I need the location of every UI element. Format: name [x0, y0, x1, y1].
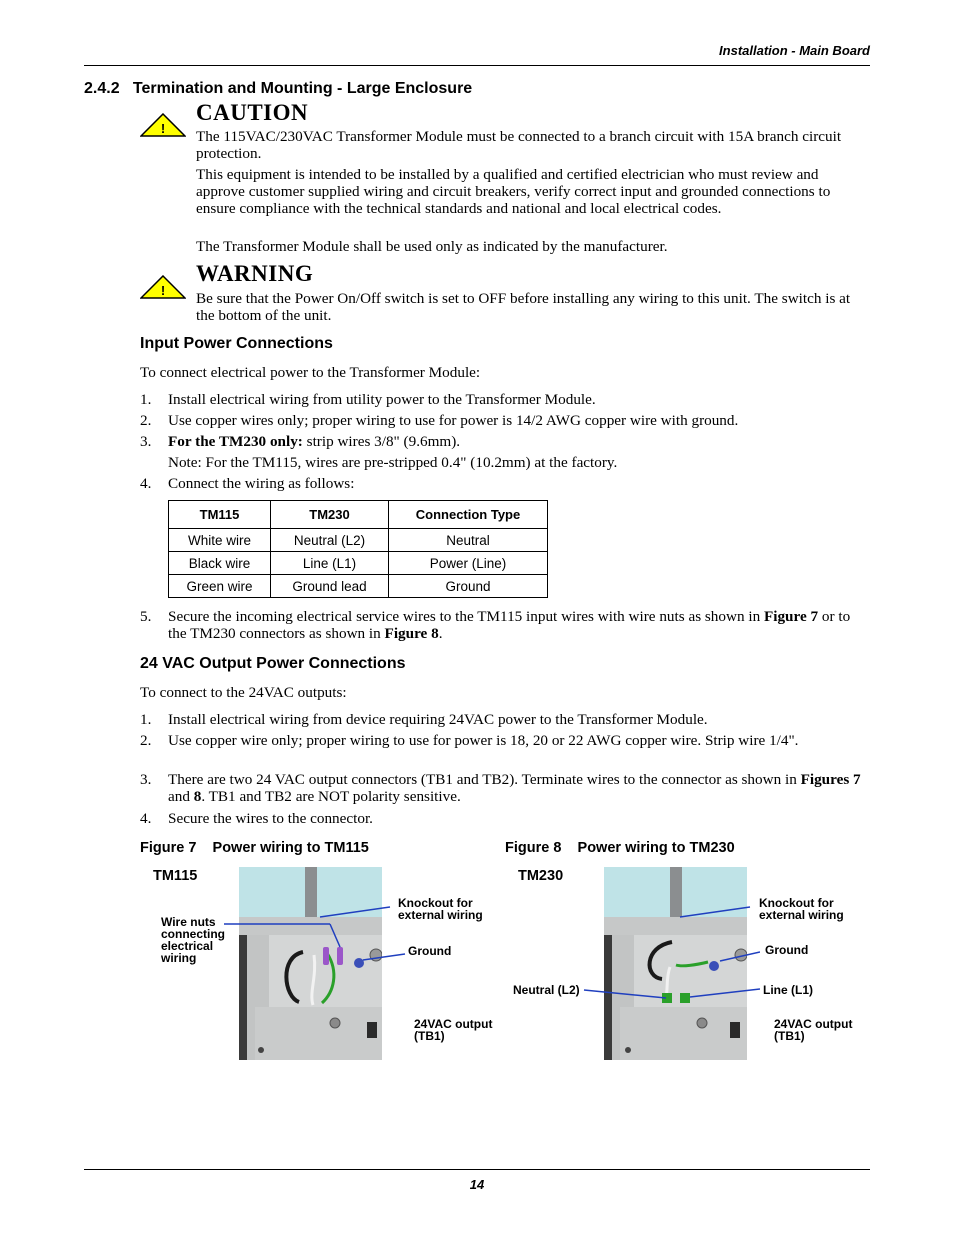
figure8-callout-lines: [580, 895, 760, 1005]
text-run: and: [168, 788, 194, 805]
table-row: [169, 529, 548, 552]
table-cell: White wire: [169, 529, 271, 552]
table-header-row: [169, 501, 548, 529]
table-cell: Green wire: [169, 575, 271, 598]
step-text-rest: strip wires 3/8" (9.6mm).: [302, 433, 461, 450]
step-text: Secure the wires to the connector.: [168, 810, 373, 827]
table-row: [169, 575, 548, 598]
table-cell: Neutral: [389, 529, 548, 552]
output-power-heading: 24 VAC Output Power Connections: [140, 655, 406, 672]
table-cell: Black wire: [169, 552, 271, 575]
column-header: Connection Type: [389, 501, 548, 529]
warning-title: WARNING: [196, 261, 314, 286]
warning-triangle-icon: [140, 275, 186, 299]
figure-number: Figure 8: [505, 840, 562, 856]
knockout-label: Knockout for external wiring: [759, 896, 844, 922]
ground-label: Ground: [408, 944, 452, 958]
step-number: 1.: [140, 711, 152, 728]
figure-reference: Figure 8: [384, 625, 439, 642]
step-text: Use copper wire only; proper wiring to use for power is 18, 20 or 22 AWG copper wire. Strip wire 1/4".: [168, 732, 799, 749]
line-label: Line (L1): [763, 983, 813, 997]
input-power-heading: Input Power Connections: [140, 335, 333, 352]
figure8-caption: [505, 840, 735, 856]
connection-table: [168, 500, 548, 598]
table-cell: Power (Line): [389, 552, 548, 575]
figure-model-label: TM115: [153, 868, 198, 884]
table-cell: Neutral (L2): [271, 529, 389, 552]
neutral-label: Neutral (L2): [513, 983, 580, 997]
svg-text:!: !: [160, 121, 166, 136]
caution-paragraph: This equipment is intended to be installed by a qualified and certified electrician who must review and approve customer supplied wiring and circuit breakers, verify correct input and grounded connections to ensure compliance with the technical standards and national and local electrical codes.: [196, 166, 831, 217]
step-emphasis: For the TM230 only:: [168, 433, 303, 450]
text-run: or to the TM230 connectors as shown in: [168, 608, 851, 642]
table-row: [169, 552, 548, 575]
figure7-caption: [140, 840, 369, 856]
column-header: TM115: [169, 501, 271, 529]
step-number: 2.: [140, 732, 152, 749]
caution-title: CAUTION: [196, 100, 309, 125]
table-cell: Ground: [389, 575, 548, 598]
output-power-intro: To connect to the 24VAC outputs:: [140, 684, 347, 701]
text-run: .: [438, 625, 443, 642]
figure-title: Power wiring to TM230: [577, 840, 735, 856]
column-header: TM230: [271, 501, 389, 529]
step-number: 5.: [140, 608, 152, 625]
warning-paragraph: Be sure that the Power On/Off switch is set to OFF before installing any wiring to this unit. The switch is at the bottom of the unit.: [196, 290, 851, 324]
header-rule: [84, 65, 870, 66]
step-number: 4.: [140, 475, 152, 492]
text-run: . TB1 and TB2 are NOT polarity sensitive.: [201, 788, 461, 805]
figure-model-label: TM230: [518, 868, 564, 884]
step-number: 2.: [140, 412, 152, 429]
text-run: There are two 24 VAC output connectors (TB1 and TB2). Terminate wires to the connector as shown in: [168, 771, 801, 788]
figure-reference: Figure 7: [763, 608, 819, 625]
text-run: Secure the incoming electrical service wires to the TM115 input wires with wire nuts as shown in: [168, 608, 764, 625]
output-label: 24VAC output (TB1): [414, 1017, 493, 1043]
input-power-intro: To connect electrical power to the Transformer Module:: [140, 364, 481, 381]
step-text: [168, 433, 868, 450]
figure-number: Figure 7: [140, 840, 197, 856]
step-text: Connect the wiring as follows:: [168, 475, 355, 492]
figure-reference: 8: [193, 788, 202, 805]
step-text: Install electrical wiring from utility power to the Transformer Module.: [168, 391, 596, 408]
step-text: Use copper wires only; proper wiring to use for power is 14/2 AWG copper wire with ground.: [168, 412, 739, 429]
running-header: Installation - Main Board: [719, 43, 870, 58]
step-text: [168, 771, 868, 805]
output-label: 24VAC output (TB1): [774, 1017, 853, 1043]
step-number: 3.: [140, 433, 152, 450]
step-number: 3.: [140, 771, 152, 788]
warning-triangle-icon: [140, 113, 186, 137]
section-title: 2.4.2 Termination and Mounting - Large Enclosure: [84, 80, 473, 97]
footer-rule: [84, 1169, 870, 1170]
knockout-label: Knockout for external wiring: [398, 896, 483, 922]
svg-text:!: !: [160, 283, 166, 298]
step-text: Install electrical wiring from device requiring 24VAC power to the Transformer Module.: [168, 711, 708, 728]
wire-nuts-label: Wire nuts connecting electrical wiring: [161, 915, 226, 965]
page-number: 14: [469, 1177, 485, 1192]
figure-title: Power wiring to TM115: [212, 840, 369, 856]
step-note: Note: For the TM115, wires are pre-stripped 0.4" (10.2mm) at the factory.: [168, 454, 618, 471]
figure-reference: Figures 7: [800, 771, 861, 788]
caution-paragraph: The 115VAC/230VAC Transformer Module must be connected to a branch circuit with 15A branch circuit protection.: [196, 128, 842, 162]
caution-paragraph: The Transformer Module shall be used only as indicated by the manufacturer.: [196, 238, 668, 255]
ground-label: Ground: [765, 943, 809, 957]
table-cell: Ground lead: [271, 575, 389, 598]
table-cell: Line (L1): [271, 552, 389, 575]
step-number: 1.: [140, 391, 152, 408]
step-number: 4.: [140, 810, 152, 827]
step-text: [168, 608, 868, 642]
